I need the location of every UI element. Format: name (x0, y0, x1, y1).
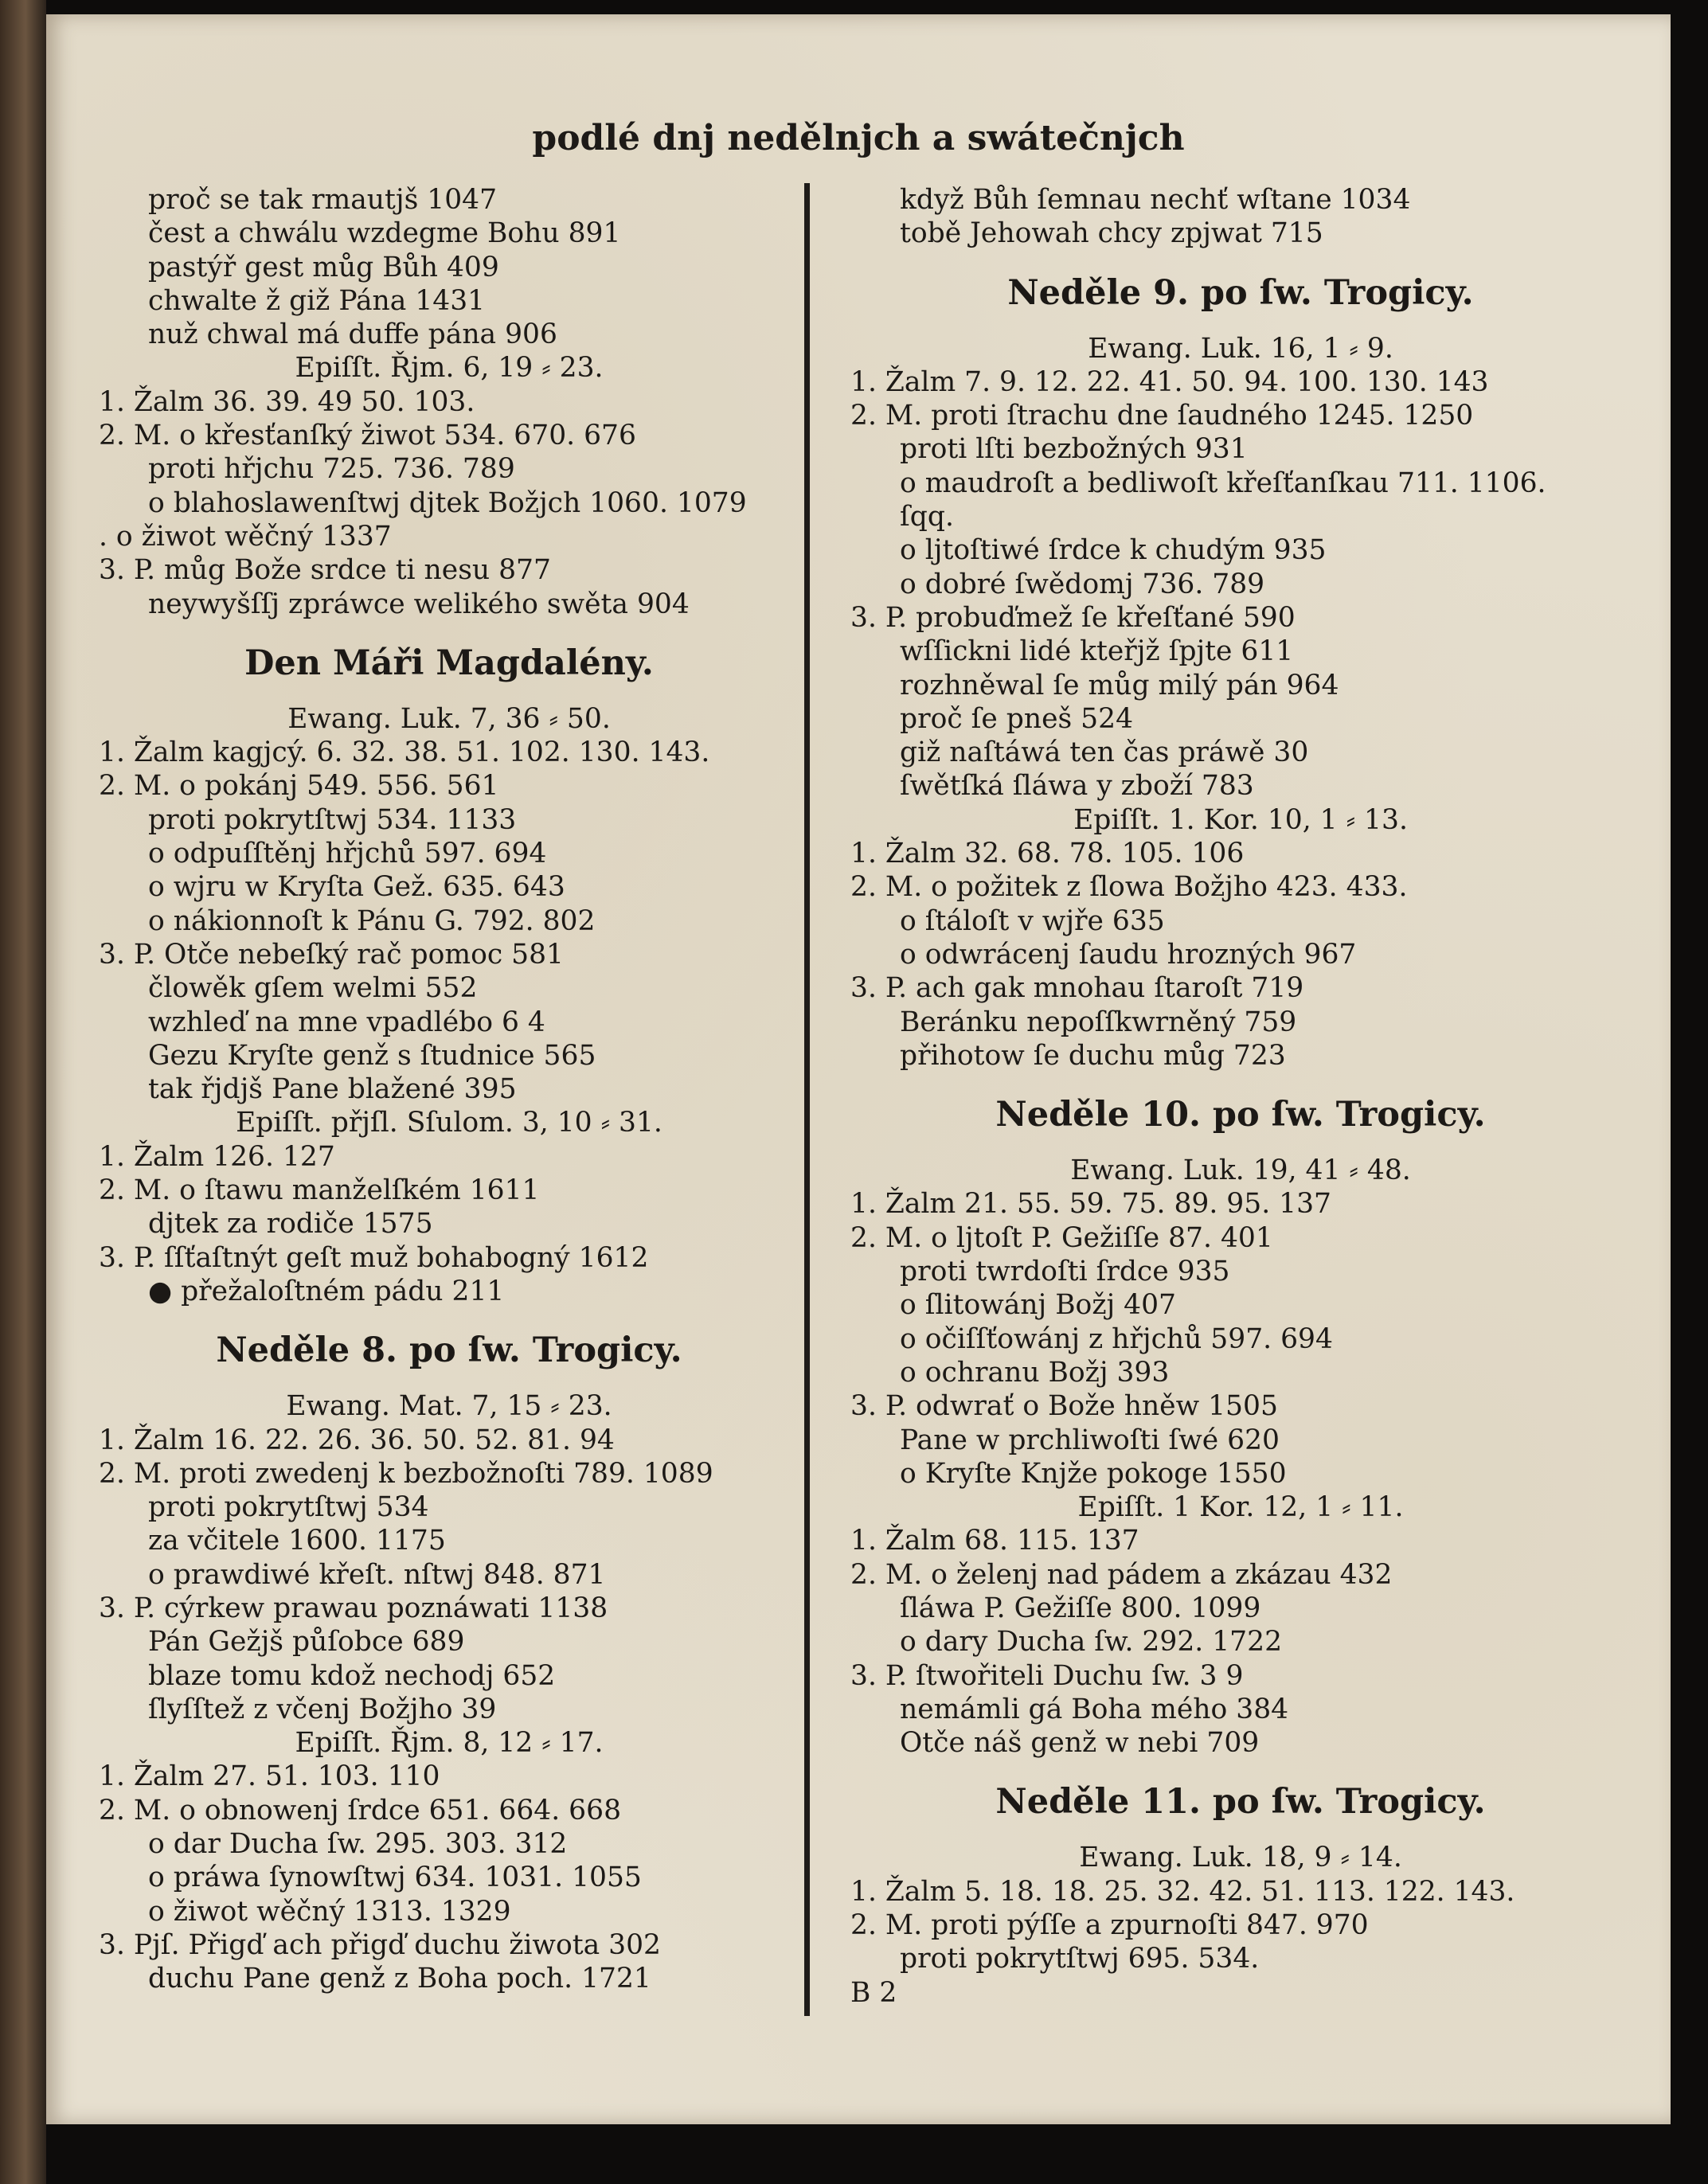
section-heading: Neděle 10. po ſw. Trogicy. (995, 1095, 1486, 1135)
text-line: 1. Žalm 32. 68. 78. 105. 106 (850, 838, 1245, 870)
text-line: o dobré ſwědomj 736. 789 (900, 568, 1265, 600)
text-line: pastýř gest můg Bůh 409 (148, 251, 499, 283)
text-line: o ſlitowánj Božj 407 (900, 1289, 1177, 1322)
text-line: ſwětſká ſláwa y zboží 783 (900, 770, 1254, 803)
text-line: proti twrdoſti ſrdce 935 (900, 1256, 1230, 1288)
text-line: 2. M. o ſtawu manželſkém 1611 (99, 1174, 540, 1207)
text-line: chwalte ž giž Pána 1431 (148, 284, 486, 317)
text-line: blaze tomu kdož nechodj 652 (148, 1659, 556, 1692)
text-line: 3. P. cýrkew prawau poznáwati 1138 (99, 1592, 608, 1624)
text-line: 1. Žalm 7. 9. 12. 22. 41. 50. 94. 100. 130. 143 (850, 365, 1489, 398)
text-line: o Kryſte Knjže pokoge 1550 (900, 1457, 1287, 1490)
section-heading: Neděle 9. po ſw. Trogicy. (1007, 272, 1474, 313)
left-column (99, 183, 823, 1996)
text-line: ſqq. (900, 501, 954, 533)
text-line: djtek za rodiče 1575 (148, 1208, 433, 1240)
reading-heading: Ewang. Luk. 19, 41 ⸗ 48. (1070, 1155, 1411, 1187)
right-column (850, 183, 1655, 2010)
text-line: o ſtáloſt v wjře 635 (900, 904, 1165, 937)
spacer (850, 251, 1655, 272)
spacer (99, 1372, 823, 1389)
text-line: proti pokrytſtwj 534 (148, 1491, 429, 1524)
page-header: podlé dnj nedělnjch a swátečnjch (532, 118, 1185, 158)
text-line: čest a chwálu wzdegme Bohu 891 (148, 217, 621, 250)
section-heading: Neděle 11. po ſw. Trogicy. (995, 1782, 1486, 1823)
text-line: 1. Žalm 5. 18. 18. 25. 32. 42. 51. 113. 122. 143. (850, 1875, 1515, 1908)
text-line: Gezu Kryſte genž s ſtudnice 565 (148, 1039, 596, 1072)
text-line: Pán Gežjš půſobce 689 (148, 1626, 465, 1659)
text-line: o wjru w Kryſta Gež. 635. 643 (148, 871, 565, 904)
reading-heading: Epiſſt. 1 Kor. 12, 1 ⸗ 11. (1077, 1491, 1404, 1524)
text-line: za včitele 1600. 1175 (148, 1525, 446, 1557)
text-line: tak řjdjš Pane blažené 395 (148, 1073, 517, 1106)
text-line: o nákionnoſt k Pánu G. 792. 802 (148, 904, 596, 937)
binding-edge (0, 0, 46, 2184)
section-heading: Den Máři Magdalény. (244, 643, 654, 683)
text-line: o ljtoſtiwé ſrdce k chudým 935 (900, 534, 1327, 567)
text-line: . o žiwot wěčný 1337 (99, 520, 392, 553)
text-line: wſſickni lidé kteřjž ſpjte 611 (900, 635, 1294, 668)
text-line: 2. M. o pokánj 549. 556. 561 (99, 770, 499, 803)
text-line: 2. M. o želenj nad pádem a zkázau 432 (850, 1558, 1393, 1591)
text-line: 2. M. proti zwedenj k bezbožnoſti 789. 1089 (99, 1457, 713, 1490)
reading-heading: Epiſſt. Řjm. 8, 12 ⸗ 17. (295, 1727, 604, 1760)
text-line: 3. P. ſtwořiteli Duchu ſw. 3 9 (850, 1659, 1244, 1692)
text-line: 3. P. ach gak mnohau ſtaroſt 719 (850, 972, 1304, 1005)
text-line: proč se tak rmautjš 1047 (148, 184, 498, 216)
reading-heading: Ewang. Luk. 18, 9 ⸗ 14. (1079, 1842, 1402, 1874)
text-line: 2. M. proti ſtrachu dne ſaudného 1245. 1250 (850, 400, 1474, 432)
reading-heading: Ewang. Mat. 7, 15 ⸗ 23. (286, 1390, 612, 1423)
text-line: o maudroſt a bedliwoſt křeſťanſkau 711. 1106. (900, 467, 1546, 499)
text-line: tobě Jehowah chcy zpjwat 715 (900, 217, 1323, 250)
text-line: o práwa ſynowſtwj 634. 1031. 1055 (148, 1862, 642, 1894)
reading-heading: Ewang. Luk. 16, 1 ⸗ 9. (1088, 332, 1393, 365)
text-line: proti lſti bezbožných 931 (900, 433, 1248, 466)
text-line: 3. P. ſſťaſtnýt geſt muž bohabogný 1612 (99, 1241, 649, 1274)
text-line: 3. P. můg Bože srdce ti nesu 877 (99, 554, 551, 587)
text-line: proti hřjchu 725. 736. 789 (148, 453, 515, 486)
text-line: o prawdiwé křeſt. nſtwj 848. 871 (148, 1558, 606, 1591)
text-line: o odpuſſtěnj hřjchů 597. 694 (148, 838, 547, 870)
text-line: proti pokrytſtwj 695. 534. (900, 1943, 1260, 1975)
text-line: ſlyſſtež z včenj Božjho 39 (148, 1693, 497, 1725)
reading-heading: Epiſſt. Řjm. 6, 19 ⸗ 23. (295, 352, 604, 385)
text-line: Pane w prchliwoſti ſwé 620 (900, 1424, 1280, 1456)
text-line: 1. Žalm 27. 51. 103. 110 (99, 1760, 440, 1793)
text-line: 2. M. proti pýſſe a zpurnoſti 847. 970 (850, 1909, 1369, 1942)
text-line: 2. M. o křesťanſký žiwot 534. 670. 676 (99, 420, 636, 452)
text-line: 1. Žalm 21. 55. 59. 75. 89. 95. 137 (850, 1188, 1331, 1221)
spacer (850, 1760, 1655, 1780)
text-line: nuž chwal má duffe pána 906 (148, 318, 557, 351)
text-line: giž naſtáwá ten čas práwě 30 (900, 736, 1309, 769)
spacer (850, 1072, 1655, 1093)
spacer (99, 1308, 823, 1329)
text-line: 3. P. Otče nebeſký rač pomoc 581 (99, 938, 564, 971)
text-line: o ochranu Božj 393 (900, 1356, 1170, 1389)
spacer (99, 685, 823, 702)
text-line: o blahoslawenſtwj djtek Božjch 1060. 1079 (148, 486, 747, 519)
text-line: 1. Žalm kagjcý. 6. 32. 38. 51. 102. 130. 143. (99, 736, 710, 769)
text-line: 3. P. probuďmež ſe křeſťané 590 (850, 601, 1296, 634)
section-heading: Neděle 8. po ſw. Trogicy. (216, 1330, 682, 1371)
text-line: duchu Pane genž z Boha poch. 1721 (148, 1963, 651, 1995)
text-line: wzhleď na mne vpadlébo 6 4 (148, 1006, 545, 1038)
text-line: Beránku nepoſſkwrněný 759 (900, 1006, 1297, 1038)
text-line: proti pokrytſtwj 534. 1133 (148, 803, 517, 836)
text-line: 1. Žalm 16. 22. 26. 36. 50. 52. 81. 94 (99, 1424, 615, 1456)
text-line: člowěk gſem welmi 552 (148, 972, 478, 1005)
text-line: 3. P. odwrať o Bože hněw 1505 (850, 1390, 1278, 1423)
book-page (46, 14, 1671, 2124)
text-line: B 2 (850, 1976, 897, 2009)
spacer (850, 1136, 1655, 1154)
spacer (99, 621, 823, 642)
text-line: 1. Žalm 126. 127 (99, 1140, 335, 1173)
reading-heading: Epiſſt. přjſl. Sſulom. 3, 10 ⸗ 31. (236, 1107, 662, 1139)
column-divider (804, 183, 810, 2016)
text-line: proč ſe pneš 524 (900, 702, 1134, 735)
text-line: o žiwot wěčný 1313. 1329 (148, 1895, 511, 1928)
text-line: 3. Pjſ. Přigď ach přigď duchu žiwota 302 (99, 1928, 661, 1961)
spacer (850, 315, 1655, 332)
text-line: ● přežaloſtném pádu 211 (148, 1275, 505, 1307)
text-line: ſláwa P. Gežiſſe 800. 1099 (900, 1592, 1261, 1624)
text-line: 2. M. o požitek z ſlowa Božjho 423. 433. (850, 871, 1408, 904)
reading-heading: Epiſſt. 1. Kor. 10, 1 ⸗ 13. (1073, 803, 1408, 836)
text-line: o očiſſťowánj z hřjchů 597. 694 (900, 1323, 1333, 1355)
text-line: o dar Ducha ſw. 295. 303. 312 (148, 1828, 568, 1861)
text-line: 2. M. o obnowenj ſrdce 651. 664. 668 (99, 1794, 622, 1827)
text-line: 2. M. o ljtoſt P. Gežiſſe 87. 401 (850, 1221, 1273, 1254)
text-line: přihotow ſe duchu můg 723 (900, 1039, 1286, 1072)
text-line: když Bůh ſemnau nechť wſtane 1034 (900, 184, 1411, 216)
text-line: o dary Ducha ſw. 292. 1722 (900, 1626, 1283, 1659)
spacer (850, 1823, 1655, 1841)
text-line: nemámli gá Boha mého 384 (900, 1693, 1289, 1725)
text-line: o odwrácenj ſaudu hrozných 967 (900, 938, 1357, 971)
text-line: Otče náš genž w nebi 709 (900, 1727, 1260, 1760)
reading-heading: Ewang. Luk. 7, 36 ⸗ 50. (287, 702, 611, 735)
text-line: rozhněwal ſe můg milý pán 964 (900, 669, 1339, 701)
text-line: neywyšſſj zpráwce welikého swěta 904 (148, 588, 690, 620)
text-line: 1. Žalm 36. 39. 49 50. 103. (99, 385, 475, 418)
text-line: 1. Žalm 68. 115. 137 (850, 1525, 1139, 1557)
